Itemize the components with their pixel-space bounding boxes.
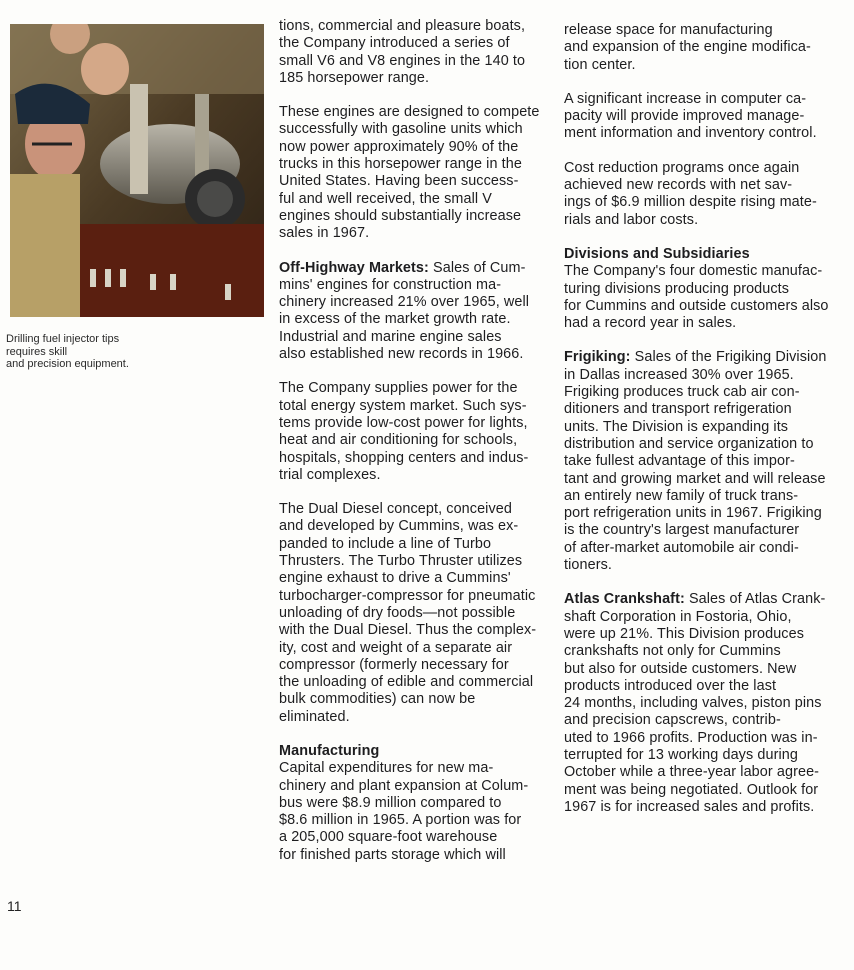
- paragraph-atlas: [564, 591, 834, 816]
- paragraph: These engines are designed to compete successfully with gasoline units which now power approximately 90% of the trucks in this horsepower range in the United States. Having been success- ful and well received, the small V engines should substantially increase sales in 1967.: [279, 104, 540, 242]
- paragraph: The Dual Diesel concept, conceived and developed by Cummins, was ex- panded to include a line of Turbo Thrusters. The Turbo Thruster utilizes engine exhaust to drive a Cummins' turbocharger-compressor for pneumatic unloading of dry foods—not possible with the Dual Diesel. Thus the complex- ity, cost and weight of a separate air compressor (formerly necessary for the unloading of edible and commercial bulk commodities) can now be eliminated.: [279, 501, 537, 725]
- page-number: 11: [7, 898, 22, 914]
- column-2: [564, 22, 834, 833]
- paragraph-text: Sales of Atlas Crank- shaft Corporation in Fostoria, Ohio, were up 21%. This Division produces crankshafts not only for Cummins but also for outside customers. New products introduced over the last 24 months, including valves, piston pins and precision capscrews, contrib- uted to 1966 profits. Production was in- terrupted for 13 working days during October while a three-year labor agree- ment was being negotiated. Outlook for 1967 is for increased sales and profits.: [564, 591, 826, 815]
- runin-heading: Atlas Crankshaft:: [564, 591, 685, 608]
- paragraph: The Company supplies power for the total energy system market. Such sys- tems provide low-cost power for lights, heat and air conditioning for schools, hospitals, shopping centers and indus- trial complexes.: [279, 380, 529, 483]
- paragraph-frigiking: [564, 349, 834, 574]
- section-heading-manufacturing: Manufacturing: [279, 742, 380, 759]
- paragraph: A significant increase in computer ca- pacity will provide improved manage- ment information and inventory control.: [564, 90, 817, 142]
- runin-heading: Off-Highway Markets:: [279, 259, 429, 276]
- runin-heading: Frigiking:: [564, 349, 631, 366]
- paragraph: tions, commercial and pleasure boats, the Company introduced a series of small V6 and V8 engines in the 140 to 185 horsepower range.: [279, 18, 526, 86]
- paragraph-text: Sales of the Frigiking Division in Dallas increased 30% over 1965. Frigiking produces truck cab air con- ditioners and transport refrigeration units. The Division is expanding its distribution and service organization to take fullest advantage of this impor- tant and growing market and will release an entirely new family of truck trans- port refrigeration units in 1967. Frigiking is the country's largest manufacturer of after-market automobile air condi- tioners.: [564, 349, 827, 574]
- paragraph-text: Sales of Cum- mins' engines for construction ma- chinery increased 21% over 1965, well in excess of the market growth rate. Industrial and marine engine sales also established new records in 1966.: [279, 259, 530, 363]
- photo-illustration: [10, 24, 264, 317]
- paragraph: Cost reduction programs once again achieved new records with net sav- ings of $6.9 million despite rising mate- rials and labor costs.: [564, 159, 817, 228]
- paragraph-off-highway: [279, 260, 547, 364]
- photo-drilling-injectors: [10, 24, 264, 317]
- paragraph: Capital expenditures for new ma- chinery and plant expansion at Colum- bus were $8.9 million compared to $8.6 million in 1965. A portion was for a 205,000 square-foot warehouse for finished parts storage which will: [279, 760, 529, 863]
- paragraph: The Company's four domestic manufac- turing divisions producing products for Cummins and outside customers also had a record year in sales.: [564, 263, 829, 332]
- section-heading-divisions: Divisions and Subsidiaries: [564, 245, 750, 262]
- paragraph: release space for manufacturing and expansion of the engine modifica- tion center.: [564, 22, 811, 73]
- column-1: [279, 18, 547, 881]
- photo-caption: Drilling fuel injector tips requires skill and precision equipment.: [6, 333, 129, 371]
